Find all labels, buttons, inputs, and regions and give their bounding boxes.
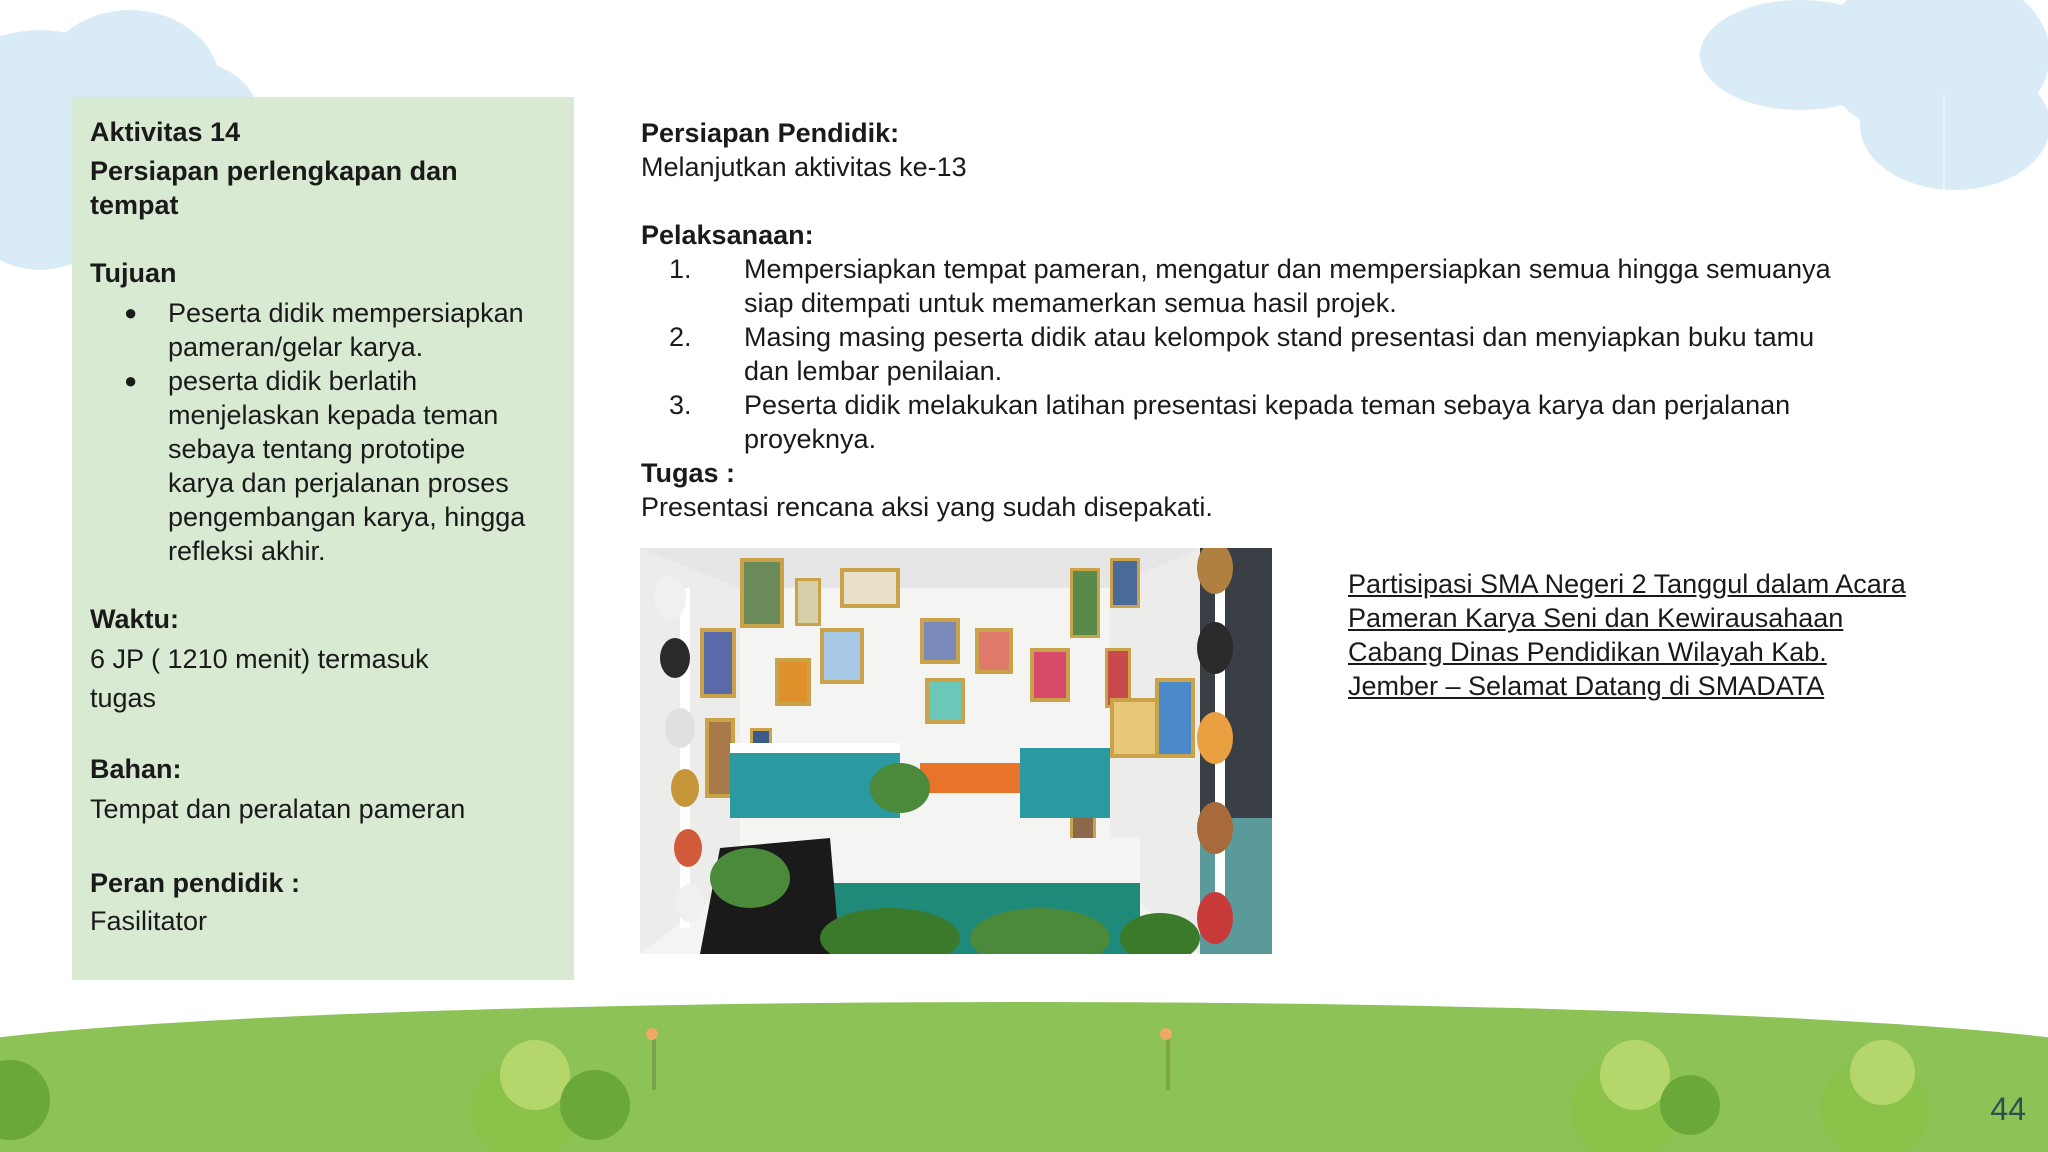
goal-item-line: refleksi akhir. [168, 536, 326, 566]
step-line: Mempersiapkan tempat pameran, mengatur dan mempersiapkan semua hingga semuanya [744, 254, 1831, 284]
step-line: siap ditempati untuk memamerkan semua hasil projek. [744, 288, 1397, 318]
step-number: 3. [669, 390, 692, 420]
goal-item-line: karya dan perjalanan proses [168, 468, 509, 498]
page-number: 44 [1990, 1091, 2026, 1127]
caption-line[interactable]: Partisipasi SMA Negeri 2 Tanggul dalam Acara [1348, 569, 1906, 599]
step-line: proyeknya. [744, 424, 877, 454]
goal-item-line: ● peserta didik berlatih [168, 366, 418, 396]
exec-steps [669, 252, 1981, 456]
prep-value: Melanjutkan aktivitas ke-13 [641, 152, 967, 182]
activity-subtitle-line1: Persiapan perlengkapan dan [90, 156, 458, 186]
time-heading: Waktu: [90, 604, 179, 634]
step-line: Masing masing peserta didik atau kelompok stand presentasi dan menyiapkan buku tamu [744, 322, 1815, 352]
activity-panel [72, 97, 574, 980]
goal-item [124, 296, 556, 364]
role-heading: Peran pendidik : [90, 868, 301, 898]
photo-caption[interactable] [1348, 567, 1968, 703]
goal-item-line: menjelaskan kepada teman [168, 400, 499, 430]
step-number: 1. [669, 254, 692, 284]
prep-heading: Persiapan Pendidik: [641, 118, 900, 148]
goal-list [124, 296, 556, 568]
goal-item-line: pameran/gelar karya. [168, 332, 424, 362]
role-value: Fasilitator [90, 906, 208, 936]
time-line1: 6 JP ( 1210 menit) termasuk [90, 644, 429, 674]
caption-line[interactable]: Jember – Selamat Datang di SMADATA [1348, 671, 1825, 701]
exhibition-booth-illustration [640, 548, 1272, 954]
goal-heading: Tujuan [90, 258, 177, 288]
goal-item-line: pengembangan karya, hingga [168, 502, 526, 532]
step-line: Peserta didik melakukan latihan presentasi kepada teman sebaya karya dan perjalanan [744, 390, 1791, 420]
task-heading: Tugas : [641, 458, 735, 488]
activity-details [641, 116, 1981, 524]
exec-heading: Pelaksanaan: [641, 220, 814, 250]
task-value: Presentasi rencana aksi yang sudah disepakati. [641, 492, 1213, 522]
time-line2: tugas [90, 683, 157, 713]
goal-item [124, 364, 556, 568]
goal-item-line: ● Peserta didik mempersiapkan [168, 298, 524, 328]
activity-title: Aktivitas 14 [90, 117, 241, 147]
exhibition-photo [640, 548, 1272, 954]
exec-step [669, 252, 1981, 320]
step-line: dan lembar penilaian. [744, 356, 1003, 386]
caption-line[interactable]: Pameran Karya Seni dan Kewirausahaan [1348, 603, 1844, 633]
material-value: Tempat dan peralatan pameran [90, 794, 466, 824]
step-number: 2. [669, 322, 692, 352]
exec-step [669, 388, 1981, 456]
material-heading: Bahan: [90, 754, 182, 784]
activity-subtitle-line2: tempat [90, 190, 179, 220]
caption-line[interactable]: Cabang Dinas Pendidikan Wilayah Kab. [1348, 637, 1827, 667]
exec-step [669, 320, 1981, 388]
goal-item-line: sebaya tentang prototipe [168, 434, 466, 464]
